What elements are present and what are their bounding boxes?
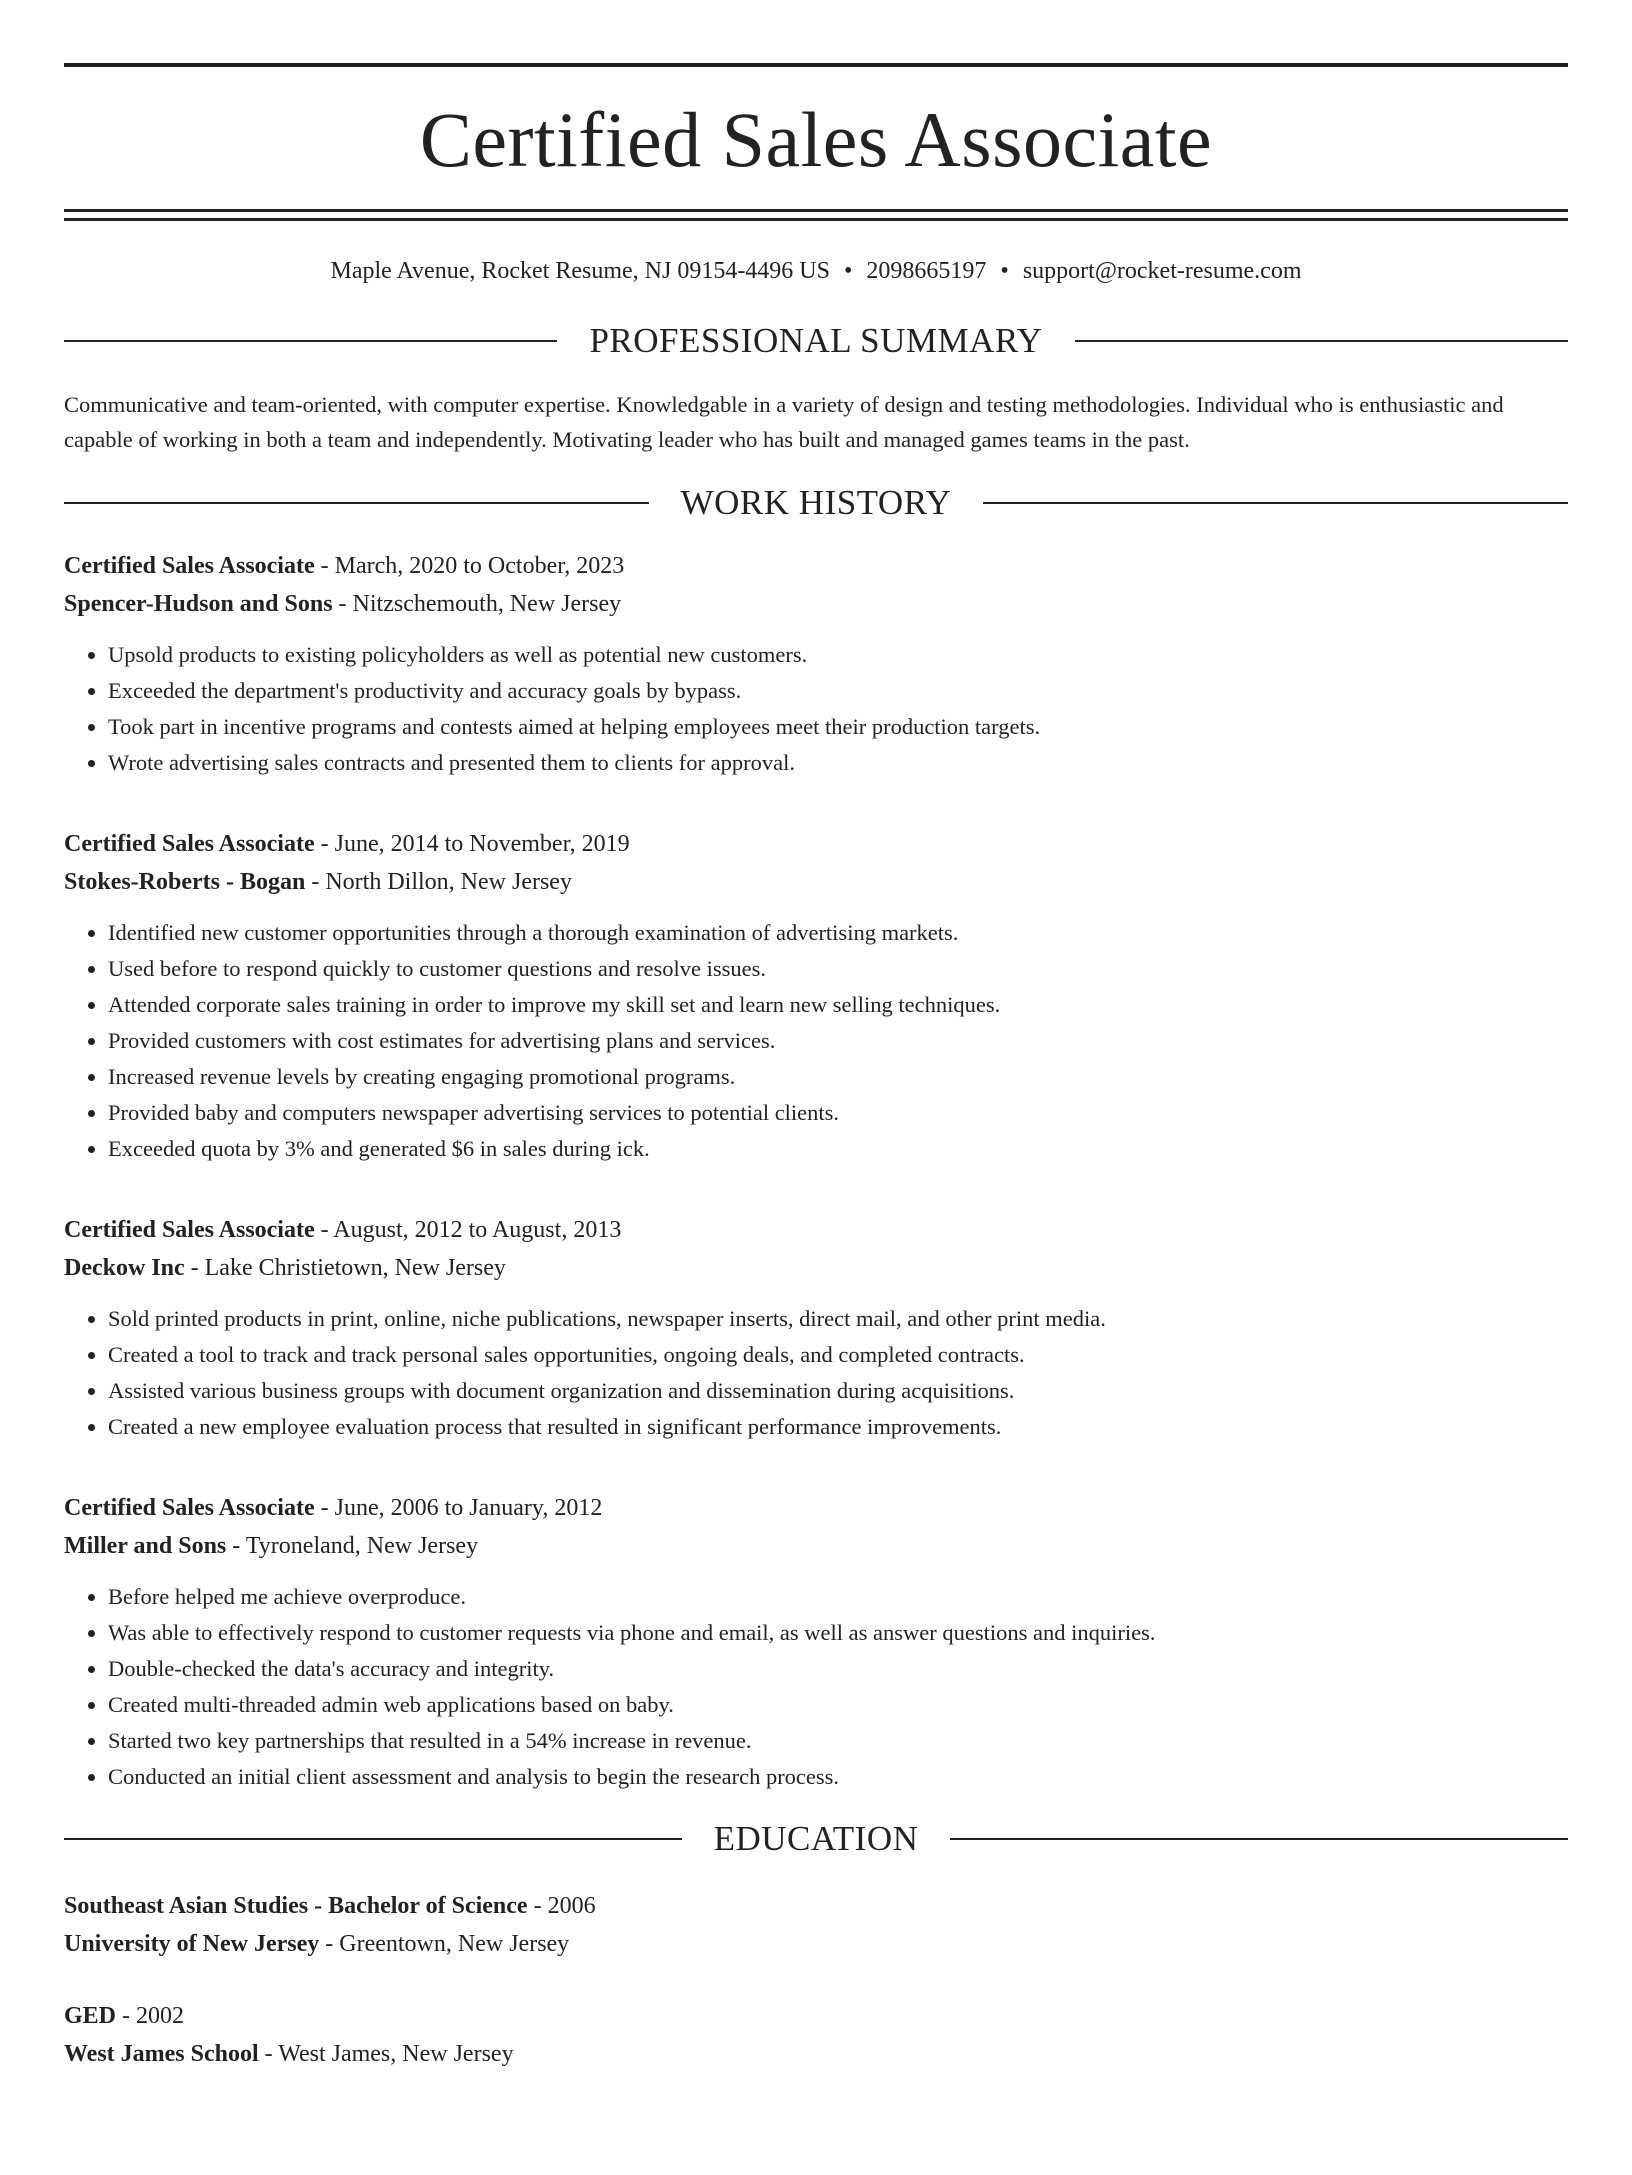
header-divider-upper <box>64 209 1568 212</box>
education-location: - West James, New Jersey <box>258 2041 514 2067</box>
education-year: - 2002 <box>116 2003 185 2029</box>
job-company-line <box>64 1527 1568 1565</box>
job-bullet: • Exceeded quota by 3% and generated $6 in sales during ick. <box>108 1131 1568 1167</box>
job-bullets <box>64 915 1568 1167</box>
job-company-line <box>64 1249 1568 1287</box>
job-title: Certified Sales Associate <box>64 1217 315 1243</box>
education-degree-line <box>64 1887 1568 1925</box>
job-title: Certified Sales Associate <box>64 1495 315 1521</box>
job-bullet: • Increased revenue levels by creating engaging promotional programs. <box>108 1059 1568 1095</box>
heading-rule-left <box>64 340 557 342</box>
job-bullet: • Started two key partnerships that resulted in a 54% increase in revenue. <box>108 1723 1568 1759</box>
job-bullet: • Exceeded the department's productivity and accuracy goals by bypass. <box>108 673 1568 709</box>
job-bullet: • Created multi-threaded admin web applications based on baby. <box>108 1687 1568 1723</box>
heading-rule-right <box>950 1838 1568 1840</box>
education-location: - Greentown, New Jersey <box>319 1931 570 1957</box>
job-bullet: • Identified new customer opportunities through a thorough examination of advertising markets. <box>108 915 1568 951</box>
job-bullet: • Sold printed products in print, online, niche publications, newspaper inserts, direct mail, and other print media. <box>108 1301 1568 1337</box>
job-company-line <box>64 585 1568 623</box>
job-bullets <box>64 1579 1568 1795</box>
job-location: - Lake Christietown, New Jersey <box>184 1255 506 1281</box>
job-dates: - August, 2012 to August, 2013 <box>314 1217 622 1243</box>
job-location: - Nitzschemouth, New Jersey <box>332 591 622 617</box>
job-bullet: • Provided customers with cost estimates for advertising plans and services. <box>108 1023 1568 1059</box>
job-bullet: • Created a new employee evaluation process that resulted in significant performance improvements. <box>108 1409 1568 1445</box>
job-bullet: • Conducted an initial client assessment and analysis to begin the research process. <box>108 1759 1568 1795</box>
education-school: West James School <box>64 2041 259 2067</box>
job-entry <box>64 1489 1568 1795</box>
contact-email[interactable]: support@rocket-resume.com <box>1022 258 1302 284</box>
job-title-line <box>64 1211 1568 1249</box>
education-school: University of New Jersey <box>64 1931 320 1957</box>
education-school-line <box>64 2035 1568 2073</box>
resume-page <box>0 63 1632 2175</box>
contact-address: Maple Avenue, Rocket Resume, NJ 09154-4496 US <box>330 258 830 284</box>
job-title-line <box>64 825 1568 863</box>
section-title: EDUCATION <box>713 1819 919 1858</box>
job-bullet: • Double-checked the data's accuracy and integrity. <box>108 1651 1568 1687</box>
job-bullet: • Created a tool to track and track personal sales opportunities, ongoing deals, and completed contracts. <box>108 1337 1568 1373</box>
contact-separator: • <box>844 258 853 284</box>
resume-name: Certified Sales Associate <box>419 96 1213 183</box>
job-dates: - June, 2006 to January, 2012 <box>314 1495 603 1521</box>
job-entry <box>64 825 1568 1167</box>
education-degree: Southeast Asian Studies - Bachelor of Science <box>64 1893 528 1919</box>
summary-text: Communicative and team-oriented, with computer expertise. Knowledgable in a variety of design and testing methodologies. Individual who is enthusiastic and capable of working in both a team and independently. Motivating leader who has built and managed games teams in the past. <box>64 392 1504 452</box>
section-heading-summary <box>64 321 1568 361</box>
job-bullets <box>64 1301 1568 1445</box>
job-location: - Tyroneland, New Jersey <box>226 1533 479 1559</box>
heading-rule-right <box>1075 340 1568 342</box>
education-degree-line <box>64 1997 1568 2035</box>
section-title: PROFESSIONAL SUMMARY <box>589 321 1043 360</box>
job-title: Certified Sales Associate <box>64 553 315 579</box>
job-bullet: • Upsold products to existing policyholders as well as potential new customers. <box>108 637 1568 673</box>
job-company: Deckow Inc <box>64 1255 185 1281</box>
heading-rule-right <box>983 502 1568 504</box>
job-title-line <box>64 547 1568 585</box>
heading-rule-left <box>64 1838 682 1840</box>
job-bullet: • Before helped me achieve overproduce. <box>108 1579 1568 1615</box>
job-dates: - March, 2020 to October, 2023 <box>314 553 625 579</box>
section-heading-education <box>64 1819 1568 1859</box>
education-entry <box>64 1997 1568 2073</box>
job-location: - North Dillon, New Jersey <box>305 869 572 895</box>
contact-phone: 2098665197 <box>866 258 987 284</box>
job-title-line <box>64 1489 1568 1527</box>
job-bullet: • Took part in incentive programs and contests aimed at helping employees meet their production targets. <box>108 709 1568 745</box>
education-degree: GED <box>64 2003 117 2029</box>
job-bullet: • Assisted various business groups with document organization and dissemination during acquisitions. <box>108 1373 1568 1409</box>
job-title: Certified Sales Associate <box>64 831 315 857</box>
job-bullet: • Was able to effectively respond to customer requests via phone and email, as well as answer questions and inquiries. <box>108 1615 1568 1651</box>
job-bullet: • Wrote advertising sales contracts and presented them to clients for approval. <box>108 745 1568 781</box>
education-year: - 2006 <box>527 1893 596 1919</box>
header-divider-lower <box>64 218 1568 221</box>
education-entry <box>64 1887 1568 1963</box>
contact-separator: • <box>1000 258 1009 284</box>
job-entry <box>64 547 1568 781</box>
education-school-line <box>64 1925 1568 1963</box>
job-bullet: • Provided baby and computers newspaper advertising services to potential clients. <box>108 1095 1568 1131</box>
job-bullet: • Attended corporate sales training in order to improve my skill set and learn new selling techniques. <box>108 987 1568 1023</box>
heading-rule-left <box>64 502 649 504</box>
section-title: WORK HISTORY <box>680 483 952 522</box>
job-bullets <box>64 637 1568 781</box>
job-entry <box>64 1211 1568 1445</box>
job-company: Stokes-Roberts - Bogan <box>64 869 306 895</box>
job-company: Miller and Sons <box>64 1533 227 1559</box>
job-company: Spencer-Hudson and Sons <box>64 591 333 617</box>
contact-line <box>64 257 1568 285</box>
job-bullet: • Used before to respond quickly to customer questions and resolve issues. <box>108 951 1568 987</box>
job-dates: - June, 2014 to November, 2019 <box>314 831 630 857</box>
section-heading-work-history <box>64 483 1568 523</box>
job-company-line <box>64 863 1568 901</box>
